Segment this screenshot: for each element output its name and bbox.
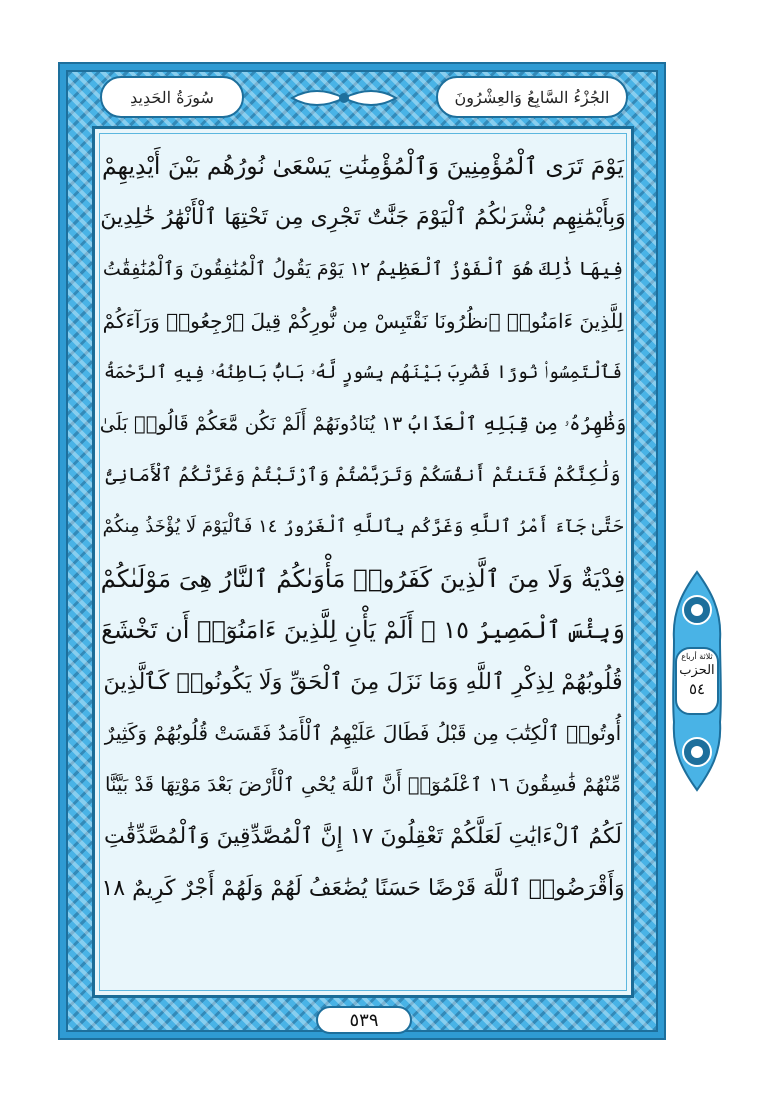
hizb-marker [676,652,718,698]
text-line: وَأَقْرَضُوا۟ ٱللَّهَ قَرْضًا حَسَنًا يُضَٰعَفُ لَهُمْ وَلَهُمْ أَجْرٌ كَرِيمٌ ١٨ [101,875,625,901]
text-line: وَظَٰهِرُهُۥ مِن قِبَلِهِ ٱلْعَذَابُ ١٣ يُنَادُونَهُمْ أَلَمْ نَكُن مَّعَكُمْ قَالُوا۟ بَلَىٰ [99,412,627,436]
text-line: فِدْيَةٌ وَلَا مِنَ ٱلَّذِينَ كَفَرُوا۟ مَأْوَىٰكُمُ ٱلنَّارُ هِىَ مَوْلَىٰكُمْ [100,564,626,594]
hizb-number: ٥٤ [688,680,706,698]
hizb-caption: ثلاثة أرباع [681,652,713,661]
text-line: حَتَّىٰ جَآءَ أَمْرُ ٱللَّهِ وَغَرَّكُم بِٱللَّهِ ٱلْغَرُورُ ١٤ فَٱلْيَوْمَ لَا يُؤْخَذُ مِنكُمْ [102,516,624,538]
text-line: وَلَٰكِنَّكُمْ فَتَنتُمْ أَنفُسَكُمْ وَتَرَبَّصْتُمْ وَٱرْتَبْتُمْ وَغَرَّتْكُمُ ٱلْأَمَانِىُّ [105,464,621,487]
text-line: لَكُمُ ٱلْءَايَٰتِ لَعَلَّكُمْ تَعْقِلُونَ ١٧ إِنَّ ٱلْمُصَّدِّقِينَ وَٱلْمُصَّدِّقَٰتِ [104,824,623,850]
page-number: ٥٣٩ [316,1006,412,1034]
juz-header [436,76,628,118]
text-line: لِلَّذِينَ ءَامَنُوا۟ ٱنظُرُونَا نَقْتَبِسْ مِن نُّورِكُمْ قِيلَ ٱرْجِعُوا۟ وَرَآءَكُمْ [102,308,624,333]
hizb-label: الحزب [679,663,715,678]
text-line: فِيهَا ذَٰلِكَ هُوَ ٱلْفَوْزُ ٱلْعَظِيمُ ١٢ يَوْمَ يَقُولُ ٱلْمُنَٰفِقُونَ وَٱلْمُنَٰفِقَٰتُ [102,257,624,280]
surah-header [100,76,244,118]
text-line: فَٱلْتَمِسُوا۟ نُورًا فَضُرِبَ بَيْنَهُم بِسُورٍ لَّهُۥ بَابٌۢ بَاطِنُهُۥ فِيهِ ٱلرَّحْمَةُ [103,361,623,383]
text-line: وَبِأَيْمَٰنِهِم بُشْرَىٰكُمُ ٱلْيَوْمَ جَنَّٰتٌ تَجْرِى مِن تَحْتِهَا ٱلْأَنْهَٰرُ خَٰلِدِينَ [100,204,626,230]
quran-text [100,140,626,914]
text-line: وَبِئْسَ ٱلْمَصِيرُ ١٥ ۞ أَلَمْ يَأْنِ لِلَّذِينَ ءَامَنُوٓا۟ أَن تَخْشَعَ [101,616,625,645]
juz-label: الجُزْءُ السَّابِعُ وَالعِشْرُونَ [454,87,610,107]
text-line: مِّنْهُمْ فَٰسِقُونَ ١٦ ٱعْلَمُوٓا۟ أَنَّ ٱللَّهَ يُحْىِ ٱلْأَرْضَ بَعْدَ مَوْتِهَا قَدْ بَيَّنَّا [105,773,621,797]
text-line: قُلُوبُهُمْ لِذِكْرِ ٱللَّهِ وَمَا نَزَلَ مِنَ ٱلْحَقِّ وَلَا يَكُونُوا۟ كَٱلَّذِينَ [103,668,623,695]
surah-label: سُورَةُ الحَدِيدِ [130,87,214,107]
text-line: أُوتُوا۟ ٱلْكِتَٰبَ مِن قَبْلُ فَطَالَ عَلَيْهِمُ ٱلْأَمَدُ فَقَسَتْ قُلُوبُهُمْ وَكَثِيرٌ [104,721,622,746]
text-line: يَوْمَ تَرَى ٱلْمُؤْمِنِينَ وَٱلْمُؤْمِنَٰتِ يَسْعَىٰ نُورُهُم بَيْنَ أَيْدِيهِمْ [102,151,624,180]
header-ornament-icon [288,84,400,112]
